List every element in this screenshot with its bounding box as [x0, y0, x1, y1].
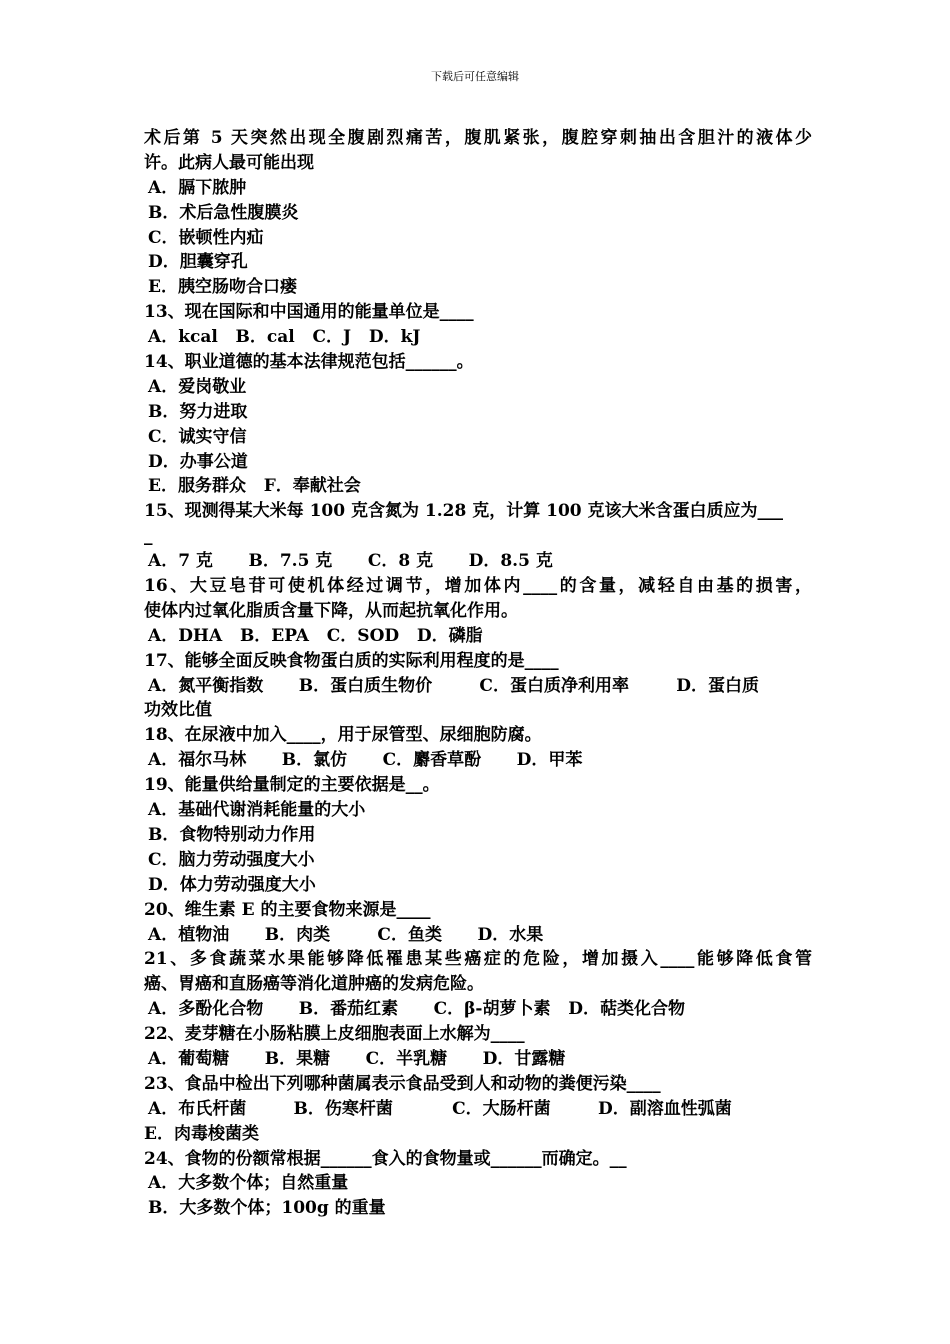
question-text-line: 23、食品中检出下列哪种菌属表示食品受到人和动物的粪便污染____: [144, 1073, 661, 1094]
answer-option-line: A．7 克 B．7.5 克 C．8 克 D．8.5 克: [148, 551, 553, 572]
question-text-line: 许。此病人最可能出现: [144, 152, 314, 173]
answer-option-line: C．脑力劳动强度大小: [148, 849, 315, 870]
answer-option-line: C．嵌顿性内疝: [148, 227, 264, 248]
answer-option-line: A．布氏杆菌 B．伤寒杆菌 C．大肠杆菌 D．副溶血性弧菌: [148, 1098, 732, 1119]
answer-option-line: A．膈下脓肿: [148, 177, 247, 198]
answer-option-line: D．胆囊穿孔: [148, 252, 248, 273]
answer-option-line: A．kcal B．cal C．J D．kJ: [148, 327, 421, 348]
question-text-line: 21、多食蔬菜水果能够降低罹患某些癌症的危险，增加摄入____能够降低食管: [144, 949, 812, 970]
question-text-line: 19、能量供给量制定的主要依据是__。: [144, 775, 440, 796]
question-text-line: 术后第 5 天突然出现全腹剧烈痛苦，腹肌紧张，腹腔穿刺抽出含胆汁的液体少: [144, 128, 812, 148]
answer-option-line: A．基础代谢消耗能量的大小: [148, 800, 366, 821]
answer-option-line: B．努力进取: [148, 401, 248, 422]
question-text-line: 14、职业道德的基本法律规范包括______。: [144, 352, 474, 373]
answer-option-line: D．办事公道: [148, 451, 248, 472]
question-text-line: 16、大豆皂苷可使机体经过调节，增加体内____的含量，减轻自由基的损害，: [144, 576, 812, 597]
answer-option-line: A．多酚化合物 B．番茄红素 C．β-胡萝卜素 D．萜类化合物: [148, 999, 685, 1020]
answer-option-line: A．植物油 B．肉类 C．鱼类 D．水果: [148, 924, 544, 945]
question-text-line: 17、能够全面反映食物蛋白质的实际利用程度的是____: [144, 650, 559, 671]
answer-option-line: B．食物特别动力作用: [148, 824, 316, 845]
answer-option-line: B．术后急性腹膜炎: [148, 202, 299, 223]
answer-option-line: A．葡萄糖 B．果糖 C．半乳糖 D．甘露糖: [148, 1048, 566, 1069]
question-text-line: 22、麦芽糖在小肠粘膜上皮细胞表面上水解为____: [144, 1024, 525, 1045]
question-text-line: 使体内过氧化脂质含量下降，从而起抗氧化作用。: [144, 600, 518, 621]
answer-option-line: A．大多数个体；自然重量: [148, 1173, 349, 1194]
answer-option-line: C．诚实守信: [148, 426, 247, 447]
question-text-line: 15、现测得某大米每 100 克含氮为 1.28 克，计算 100 克该大米含蛋白质应为___: [144, 501, 784, 522]
question-text-line: E．肉毒梭菌类: [144, 1123, 259, 1144]
answer-option-line: A．福尔马林 B．氯仿 C．麝香草酚 D．甲苯: [148, 750, 583, 771]
question-content: [144, 126, 812, 1221]
page-header: 下载后可任意编辑: [431, 70, 519, 83]
question-text-line: 功效比值: [144, 700, 212, 721]
answer-option-line: A．DHA B．EPA C．SOD D．磷脂: [148, 625, 483, 646]
question-text-line: 20、维生素 E 的主要食物来源是____: [144, 899, 431, 920]
question-text-line: 18、在尿液中加入____，用于尿管型、尿细胞防腐。: [144, 725, 542, 746]
question-text-line: 13、现在国际和中国通用的能量单位是____: [144, 302, 474, 323]
answer-option-line: A．氮平衡指数 B．蛋白质生物价 C．蛋白质净利用率 D．蛋白质: [148, 675, 760, 696]
question-text-line: 24、食物的份额常根据______食入的食物量或______而确定。__: [144, 1148, 627, 1169]
answer-option-line: E．胰空肠吻合口瘘: [148, 277, 297, 298]
answer-option-line: A．爱岗敬业: [148, 376, 247, 397]
question-text-line: _: [144, 526, 153, 547]
question-text-line: 癌、胃癌和直肠癌等消化道肿癌的发病危险。: [144, 974, 484, 995]
answer-option-line: E．服务群众 F．奉献社会: [148, 476, 361, 497]
answer-option-line: D．体力劳动强度大小: [148, 874, 316, 895]
answer-option-line: B．大多数个体；100g 的重量: [148, 1198, 386, 1219]
